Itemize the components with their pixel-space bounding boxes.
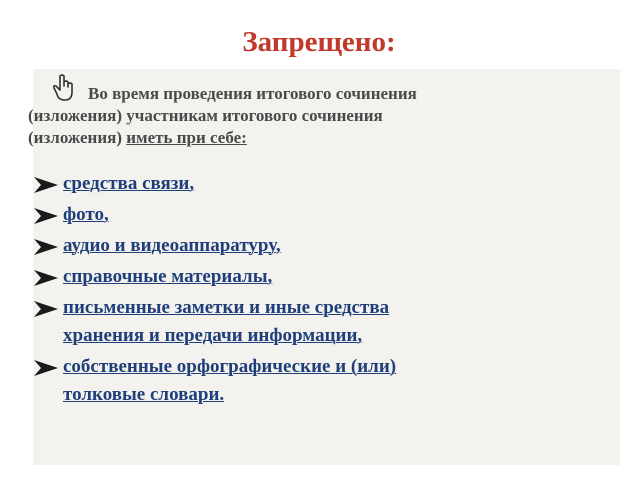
list-item <box>33 294 613 350</box>
intro-text <box>28 83 588 149</box>
list-item <box>33 232 613 260</box>
arrow-bullet-icon <box>33 207 59 225</box>
intro-line-3-underlined: иметь при себе: <box>126 128 247 147</box>
list-item <box>33 201 613 229</box>
arrow-bullet-icon <box>33 238 59 256</box>
list-item <box>33 263 613 291</box>
slide-title: Запрещено: <box>242 26 396 58</box>
list-item-line-2: толковые словари. <box>63 384 225 405</box>
arrow-bullet-icon <box>33 300 59 318</box>
arrow-bullet-icon <box>33 269 59 287</box>
list-item-line-1: письменные заметки и иные средства <box>63 297 390 318</box>
list-item-line-1: средства связи, <box>63 173 195 194</box>
list-item-line-1: фото, <box>63 204 109 225</box>
list-item <box>33 353 613 409</box>
intro-line-2: (изложения) участникам итогового сочинения <box>28 106 383 125</box>
list-item-line-1: собственные орфографические и (или) <box>63 356 397 377</box>
arrow-bullet-icon <box>33 176 59 194</box>
prohibited-items-list <box>33 170 613 409</box>
intro-line-1: Во время проведения итогового сочинения <box>88 84 417 103</box>
list-item <box>33 170 613 198</box>
list-item-line-2: хранения и передачи информации, <box>63 325 363 346</box>
list-item-line-1: аудио и видеоаппаратуру, <box>63 235 281 256</box>
intro-line-3-plain: (изложения) <box>28 128 127 147</box>
arrow-bullet-icon <box>33 359 59 377</box>
list-item-line-1: справочные материалы, <box>63 266 273 287</box>
intro-line-3 <box>28 127 588 149</box>
